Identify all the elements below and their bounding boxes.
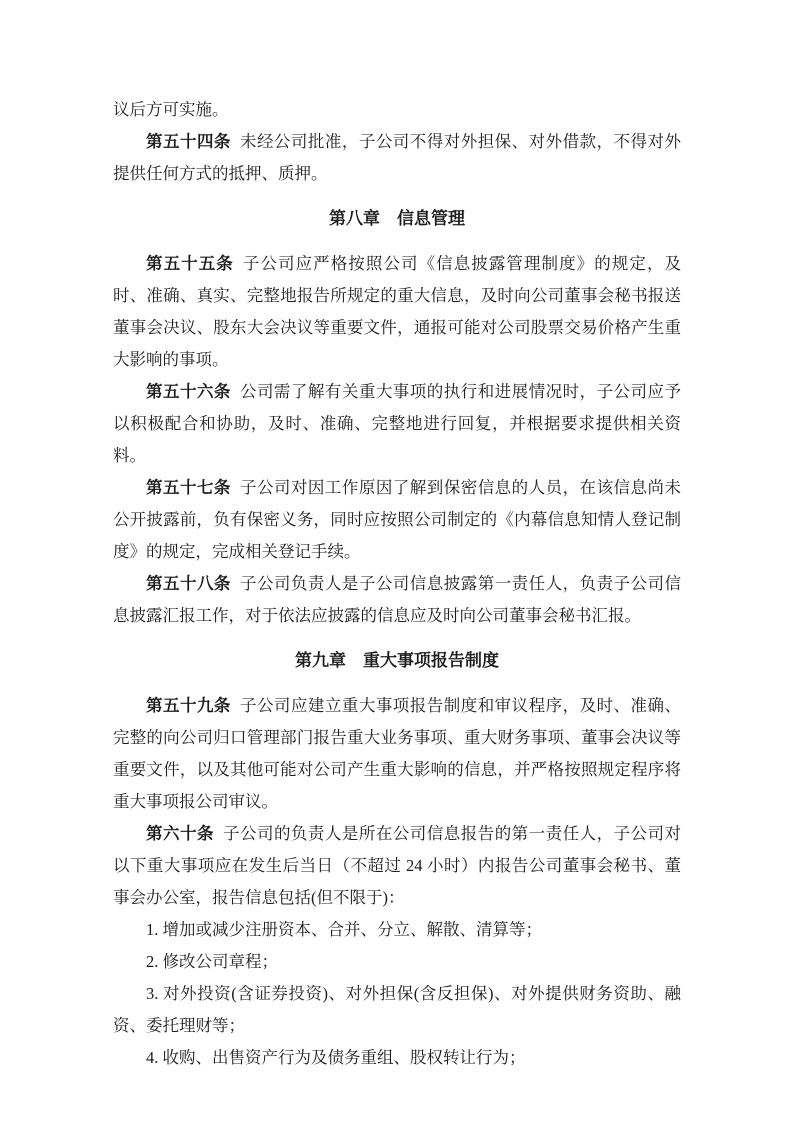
list-item-4: 4. 收购、出售资产行为及债务重组、股权转让行为； [146, 1048, 526, 1067]
article-58-number: 第五十八条 [146, 574, 231, 593]
article-60-text: 子公司的负责人是所在公司信息报告的第一责任人，子公司对以下重大事项应在发生后当日（不超过 24 小时）内报告公司董事会秘书、董事会办公室，报告信息包括(但不限于)： [113, 824, 682, 907]
article-57-number: 第五十七条 [146, 478, 231, 497]
article-60 [113, 818, 681, 914]
list-item-3: 3. 对外投资(含证券投资)、对外担保(含反担保)、对外提供财务资助、融资、委托理财等； [113, 984, 681, 1035]
article-54-text: 未经公司批准，子公司不得对外担保、对外借款，不得对外提供任何方式的抵押、质押。 [113, 132, 681, 183]
article-58-text: 子公司负责人是子公司信息披露第一责任人，负责子公司信息披露汇报工作，对于依法应披露的信息应及时向公司董事会秘书汇报。 [113, 574, 681, 625]
continuation-paragraph: 议后方可实施。 [113, 100, 229, 119]
article-59-text: 子公司应建立重大事项报告制度和审议程序，及时、准确、完整的向公司归口管理部门报告重大业务事项、重大财务事项、董事会决议等重要文件，以及其他可能对公司产生重大影响的信息，并严格按照规定程序将重大事项报公司审议。 [113, 696, 681, 811]
article-59-number: 第五十九条 [146, 696, 231, 715]
article-57-text: 子公司对因工作原因了解到保密信息的人员，在该信息尚未公开披露前，负有保密义务，同时应按照公司制定的《内幕信息知情人登记制度》的规定，完成相关登记手续。 [113, 478, 681, 561]
article-60-number: 第六十条 [146, 824, 214, 843]
article-54 [113, 126, 681, 190]
article-55-text: 子公司应严格按照公司《信息披露管理制度》的规定，及时、准确、真实、完整地报告所规定的重大信息，及时向公司董事会秘书报送董事会决议、股东大会决议等重要文件，通报可能对公司股票交易价格产生重大影响的事项。 [113, 254, 682, 369]
article-58 [113, 568, 681, 632]
chapter-9-heading: 第九章 重大事项报告制度 [295, 651, 499, 670]
article-56-text: 公司需了解有关重大事项的执行和进展情况时，子公司应予以积极配合和协助，及时、准确、完整地进行回复，并根据要求提供相关资料。 [113, 382, 681, 465]
article-56-number: 第五十六条 [146, 382, 231, 401]
article-59 [113, 690, 681, 818]
list-item-1: 1. 增加或减少注册资本、合并、分立、解散、清算等； [146, 920, 542, 939]
article-55 [113, 248, 681, 376]
article-56 [113, 376, 681, 472]
article-55-number: 第五十五条 [146, 254, 234, 273]
article-54-number: 第五十四条 [146, 132, 231, 151]
list-item-2: 2. 修改公司章程； [146, 952, 278, 971]
chapter-8-heading: 第八章 信息管理 [329, 209, 465, 228]
article-57 [113, 472, 681, 568]
